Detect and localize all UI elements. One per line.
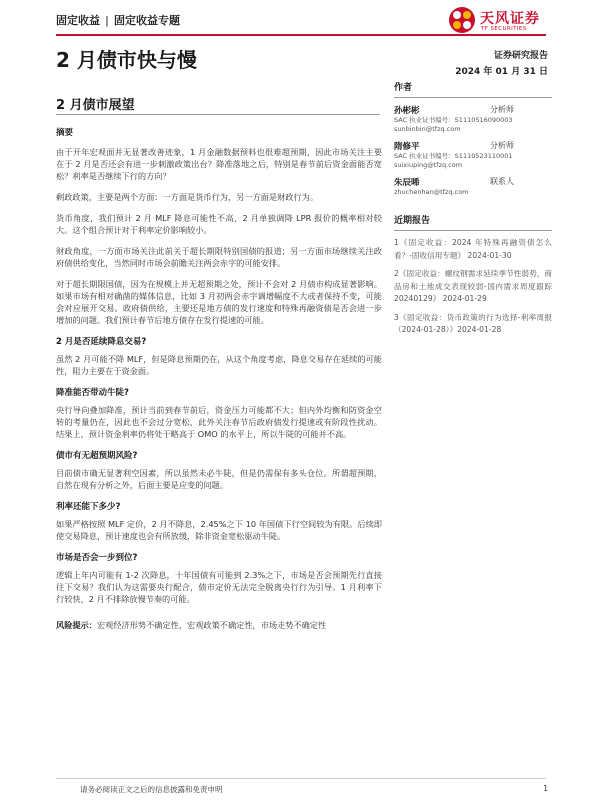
- logo-text-cn: 天风证券: [480, 11, 540, 27]
- report-header: [0, 0, 600, 40]
- breadcrumb-category: 固定收益: [56, 14, 100, 27]
- subheading: 利率还能下多少?: [56, 502, 121, 512]
- sidebar: [394, 80, 552, 343]
- author-email[interactable]: sunbinbin@tfzq.com: [394, 125, 461, 133]
- subheading: 市场是否会一步到位?: [56, 553, 138, 563]
- paragraph: 由于开年宏观面并无显著改善迹象，1 月金融数据预料也很难超预期，因此市场关注主要在于 2 月是否还会有进一步刺激政策出台？降准落地之后，特别是春节前后资金面能否宽松？利率是否继续下行的方向？: [56, 147, 382, 181]
- section-divider: [56, 114, 380, 115]
- breadcrumb-subcategory: 固定收益专题: [114, 14, 181, 27]
- author-name: 孙彬彬: [394, 106, 420, 116]
- author-cert: SAC 执业证书编号：S1110516090003: [394, 116, 513, 124]
- author-email[interactable]: suixiuping@tfzq.com: [394, 161, 463, 169]
- footer-divider: [56, 778, 546, 779]
- abstract-label: 摘要: [56, 128, 74, 138]
- breadcrumb-separator: |: [105, 14, 110, 27]
- paragraph: 逻辑上年内可能有 1-2 次降息，十年国债有可能到 2.3%之下，市场是否会预期先行直接往下交易？我们认为这需要央行配合，债市定价无法完全脱离央行行为引导。1 月利率下行较快，2 月不排除放慢节奏的可能。: [56, 570, 382, 604]
- report-date: 2024 年 01 月 31 日: [455, 67, 548, 77]
- author-name: 隋修平: [394, 142, 420, 152]
- page-number: 1: [543, 784, 548, 793]
- subheading: 债市有无超预期风险?: [56, 451, 138, 461]
- author-card: [394, 104, 552, 134]
- paragraph: 对于超长期限国债，因为在规模上并无超预期之处，预计不会对 2 月债市构成显著影响。如果市场有相对确凿的媒体信息，比如 3 月初两会赤字调增幅度不大或者保持不变，可能会对应展开交易。政府债供给，主要还是地方债的发行速度和特殊再融资债是否会进一步增加的问题。我们预计春节后地方债存在发行提速的可能。: [56, 279, 382, 325]
- paragraph: 财政角度，一方面市场关注此前关于超长期限特别国债的报道；另一方面市场继续关注政府债供给变化，当然同时市场会前瞻关注两会赤字的可能安排。: [56, 246, 382, 268]
- author-role: 分析师: [490, 105, 514, 114]
- paragraph: 剩政政策，主要是两个方面：一方面是货币行为，另一方面是财政行为。: [56, 192, 319, 202]
- risk-notice: [56, 619, 382, 631]
- page-footer: [0, 778, 600, 800]
- sidebar-divider: [394, 97, 552, 98]
- author-card: [394, 176, 552, 197]
- authors-title: 作者: [394, 83, 413, 93]
- recent-reports: [394, 213, 552, 337]
- author-role: 分析师: [490, 141, 514, 150]
- report-type: 证券研究报告: [493, 51, 548, 61]
- paragraph: 货币角度，我们预计 2 月 MLF 降息可能性不高，2 月单独调降 LPR 报价的概率相对较大。这个组合预计对于利率定价影响较小。: [56, 213, 382, 235]
- author-card: [394, 140, 552, 170]
- paragraph: 目前债市确无显著利空因素，所以虽然未必牛陡，但是仍需保有多头仓位。所谓超预期，自然在现有分析之外，后面主要是应变的问题。: [56, 468, 382, 490]
- recent-report-item[interactable]: 3《固定收益：货币政策的行为选择-利率周报（2024-01-28）》2024-01-28: [394, 312, 552, 334]
- breadcrumb: [56, 12, 180, 28]
- sidebar-divider: [394, 230, 552, 231]
- paragraph: 央行导向叠加降准，预计当前到春节前后，资金压力可能都不大；但内外均衡和防资金空转的考量仍在，因此也不会过分宽松，此外关注春节后政府债发行提速或有阶段性扰动。结果上，预计资金利率仍将处于略高于 OMO 的水平上，所以牛陡的可能并不高。: [56, 405, 382, 439]
- paragraph: 虽然 2 月可能不降 MLF，但是降息预期仍在，从这个角度考虑，降息交易存在延续的可能性，阻力主要在于资金面。: [56, 354, 382, 376]
- risk-text: 宏观经济形势不确定性，宏观政策不确定性，市场走势不确定性: [96, 620, 327, 630]
- footer-disclaimer: 请务必阅读正文之后的信息披露和免责申明: [80, 785, 223, 794]
- header-divider: [56, 34, 546, 36]
- logo-text-en: TF SECURITIES: [481, 26, 527, 32]
- recent-report-item[interactable]: 2《固定收益：螺纹钢需求延续季节性弱势，商品房和土地成交表现较弱-国内需求周度跟踪 20240129》 2024-01-29: [394, 269, 552, 303]
- tf-securities-logo: [448, 6, 556, 36]
- report-title: 2 月债市快与慢: [56, 48, 197, 72]
- main-content: [56, 122, 382, 640]
- author-cert: SAC 执业证书编号：S1110523110001: [394, 152, 513, 160]
- subheading: 降准能否带动牛陡?: [56, 388, 129, 398]
- recent-reports-title: 近期报告: [394, 216, 431, 226]
- subheading: 2 月是否延续降息交易?: [56, 337, 147, 347]
- paragraph: 如果严格按照 MLF 定价，2 月不降息，2.45%之下 10 年国债下行空间较为有限。后续即使交易降息，预计速度也会有所放缓，除非资金宽松驱动牛陡。: [56, 519, 382, 541]
- risk-label: 风险提示：: [56, 620, 97, 630]
- author-role: 联系人: [490, 177, 514, 186]
- tf-logo-icon: [448, 6, 476, 34]
- section-heading: 2 月债市展望: [56, 98, 135, 113]
- author-email[interactable]: zhuchenhan@tfzq.com: [394, 188, 469, 196]
- author-name: 朱辰晞: [394, 178, 420, 188]
- recent-report-item[interactable]: 1《固定收益：2024 年特殊再融资债怎么看？-固收信用专题》 2024-01-30: [394, 238, 552, 260]
